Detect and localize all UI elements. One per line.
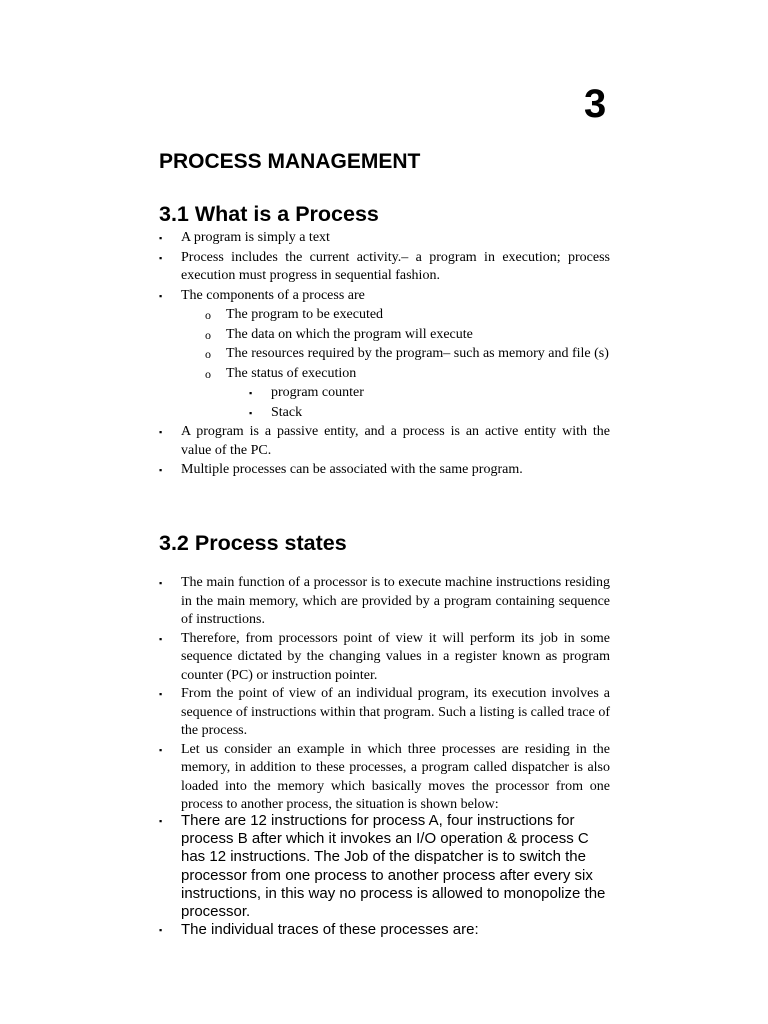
list-item <box>159 741 610 815</box>
list-item-text: The individual traces of these processes are: <box>181 921 479 939</box>
list-item-text: The data on which the program will execute <box>226 326 473 342</box>
list-item-text: program counter <box>271 385 364 400</box>
section-3-2-list-continued <box>159 812 610 939</box>
list-item <box>159 306 610 325</box>
bullet-icon: ▪ <box>159 744 163 755</box>
list-item <box>159 921 610 939</box>
bullet-icon: ▪ <box>159 233 163 243</box>
section-heading-3-2: 3.2 Process states <box>159 531 347 555</box>
list-item-text: Stack <box>271 404 303 420</box>
list-item <box>159 404 610 423</box>
bullet-icon: ▪ <box>159 252 163 263</box>
list-item-text: The components of a process are <box>181 287 365 303</box>
bullet-icon: ▪ <box>159 465 163 475</box>
list-item-text: The resources required by the program– such as memory and file (s) <box>226 346 609 361</box>
chapter-number: 3 <box>584 82 607 126</box>
list-item <box>159 574 610 630</box>
bullet-icon: ▪ <box>159 290 163 301</box>
chapter-title: PROCESS MANAGEMENT <box>159 150 421 173</box>
section-heading-3-1: 3.1 What is a Process <box>159 202 379 226</box>
list-item <box>159 812 610 921</box>
circle-bullet-icon: o <box>205 347 211 361</box>
list-item-text: Let us consider an example in which three processes are residing in the memory, in addition to these processes, a program called dispatcher is also loaded into the memory which basically moves the processor from one process to another process, the situation is shown below: <box>181 741 610 812</box>
section-3-1-list <box>159 229 610 480</box>
bullet-icon: ▪ <box>159 578 163 588</box>
list-item <box>159 461 610 480</box>
list-item-text: Process includes the current activity.– a program in execution; process execution must progress in sequential fashion. <box>181 249 610 283</box>
list-item-text: The main function of a processor is to execute machine instructions residing in the main memory, which are provided by a program containing sequence of instructions. <box>181 575 610 627</box>
list-item <box>159 365 610 384</box>
list-item-text: A program is a passive entity, and a process is an active entity with the value of the PC. <box>181 424 610 458</box>
list-item <box>159 685 610 741</box>
list-item <box>159 630 610 686</box>
list-item <box>159 229 610 248</box>
section-3-2-list <box>159 574 610 815</box>
list-item <box>159 423 610 460</box>
bullet-icon: ▪ <box>159 633 163 644</box>
list-item <box>159 326 610 345</box>
bullet-icon: ▪ <box>249 407 253 418</box>
bullet-icon: ▪ <box>159 816 163 826</box>
list-item-text: The program to be executed <box>226 307 384 322</box>
list-item-text: Therefore, from processors point of view it will perform its job in some sequence dictated by the changing values in a register known as program counter (PC) or instruction pointer. <box>181 630 610 683</box>
list-item-text: From the point of view of an individual program, its execution involves a sequence of instructions within that program. Such a listing is called trace of the process. <box>181 686 610 738</box>
list-item-text: The status of execution <box>226 365 357 381</box>
list-item <box>159 384 610 403</box>
circle-bullet-icon: o <box>205 366 211 381</box>
bullet-icon: ▪ <box>159 925 163 936</box>
circle-bullet-icon: o <box>205 308 211 322</box>
list-item <box>159 345 610 364</box>
bullet-icon: ▪ <box>159 427 163 437</box>
list-item-text: A program is simply a text <box>181 230 330 245</box>
list-item <box>159 249 610 286</box>
bullet-icon: ▪ <box>249 388 253 398</box>
list-item <box>159 287 610 306</box>
circle-bullet-icon: o <box>205 327 211 342</box>
bullet-icon: ▪ <box>159 689 163 699</box>
list-item-text: There are 12 instructions for process A, four instructions for process B after which it invokes an I/O operation & process C has 12 instructions. The Job of the dispatcher is to switch the processor from one process to another process after every six instructions, in this way no process is allowed to monopolize the processor. <box>181 812 606 921</box>
list-item-text: Multiple processes can be associated with the same program. <box>181 462 523 477</box>
